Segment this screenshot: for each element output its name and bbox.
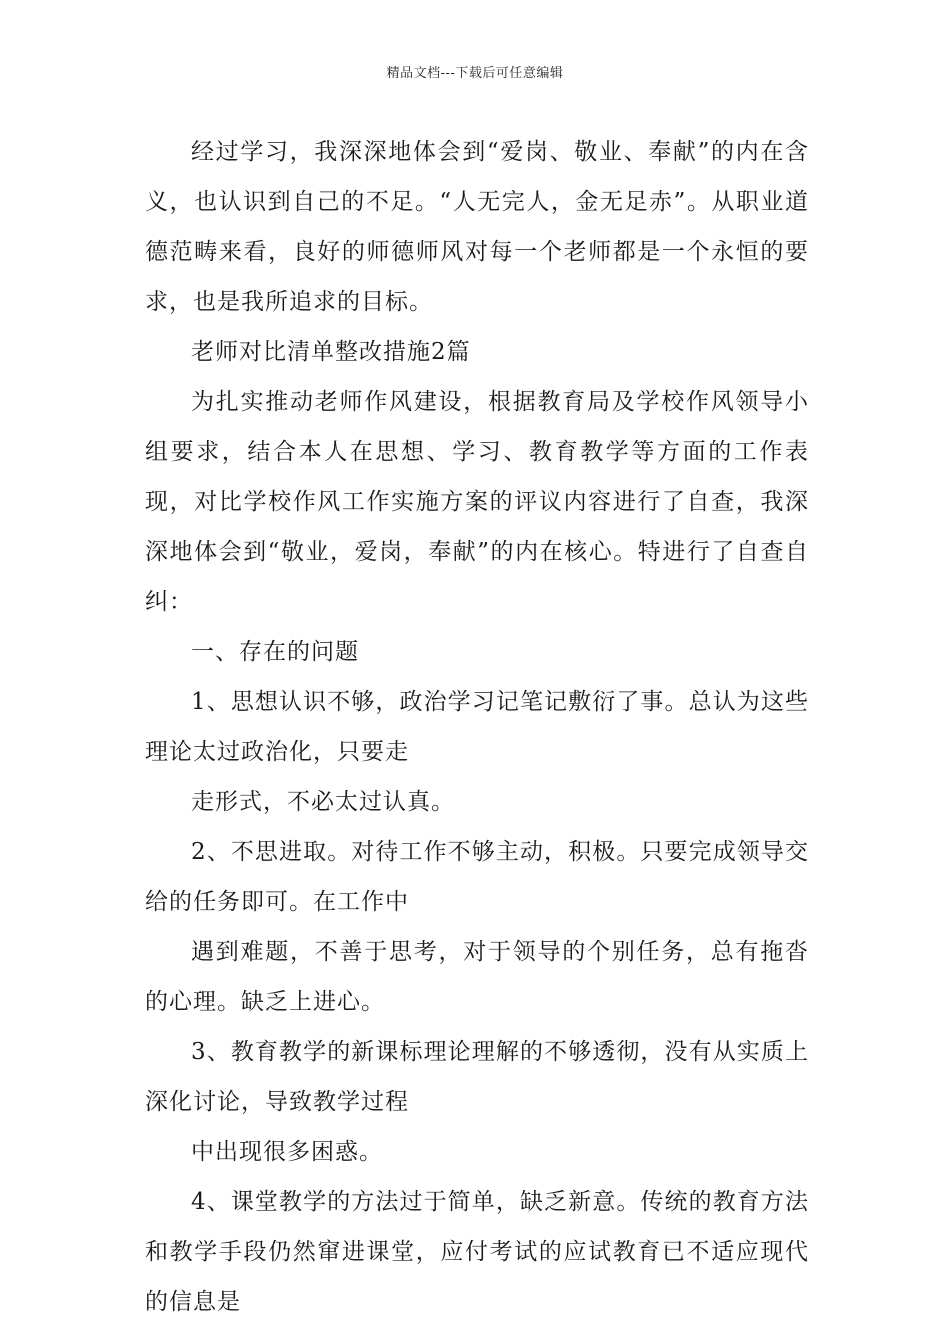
list-item-2: 2、不思进取。对待工作不够主动，积极。只要完成领导交给的任务即可。在工作中: [145, 839, 809, 915]
paragraph-introduction: 为扎实推动老师作风建设，根据教育局及学校作风领导小组要求，结合本人在思想、学习、教育教学等方面的工作表现，对比学校作风工作实施方案的评议内容进行了自查，我深深地体会到“敬业，爱岗，奉献”的内在核心。特进行了自查自纠：: [145, 389, 809, 615]
list-item-1-continued: 走形式，不必太过认真。: [191, 789, 455, 815]
paragraph-study-reflection: 经过学习，我深深地体会到“爱岗、敬业、奉献”的内在含义，也认识到自己的不足。“人无完人，金无足赤”。从职业道德范畴来看，良好的师德师风对每一个老师都是一个永恒的要求，也是我所追求的目标。: [145, 139, 809, 315]
list-item-2-continued: 遇到难题，不善于思考，对于领导的个别任务，总有拖沓的心理。缺乏上进心。: [145, 939, 809, 1015]
page-header: 精品文档---下载后可任意编辑: [386, 66, 564, 81]
list-item-3-continued: 中出现很多困惑。: [191, 1139, 383, 1165]
subheading-problems: 一、存在的问题: [191, 639, 359, 665]
document-body: [145, 127, 809, 1327]
list-item-3: 3、教育教学的新课标理论理解的不够透彻，没有从实质上深化讨论，导致教学过程: [145, 1039, 809, 1115]
section-heading: 老师对比清单整改措施2篇: [191, 339, 471, 365]
list-item-4: 4、课堂教学的方法过于简单，缺乏新意。传统的教育方法和教学手段仍然窜进课堂，应付考试的应试教育已不适应现代的信息是: [145, 1189, 809, 1315]
list-item-1: 1、思想认识不够，政治学习记笔记敷衍了事。总认为这些理论太过政治化，只要走: [145, 689, 809, 765]
